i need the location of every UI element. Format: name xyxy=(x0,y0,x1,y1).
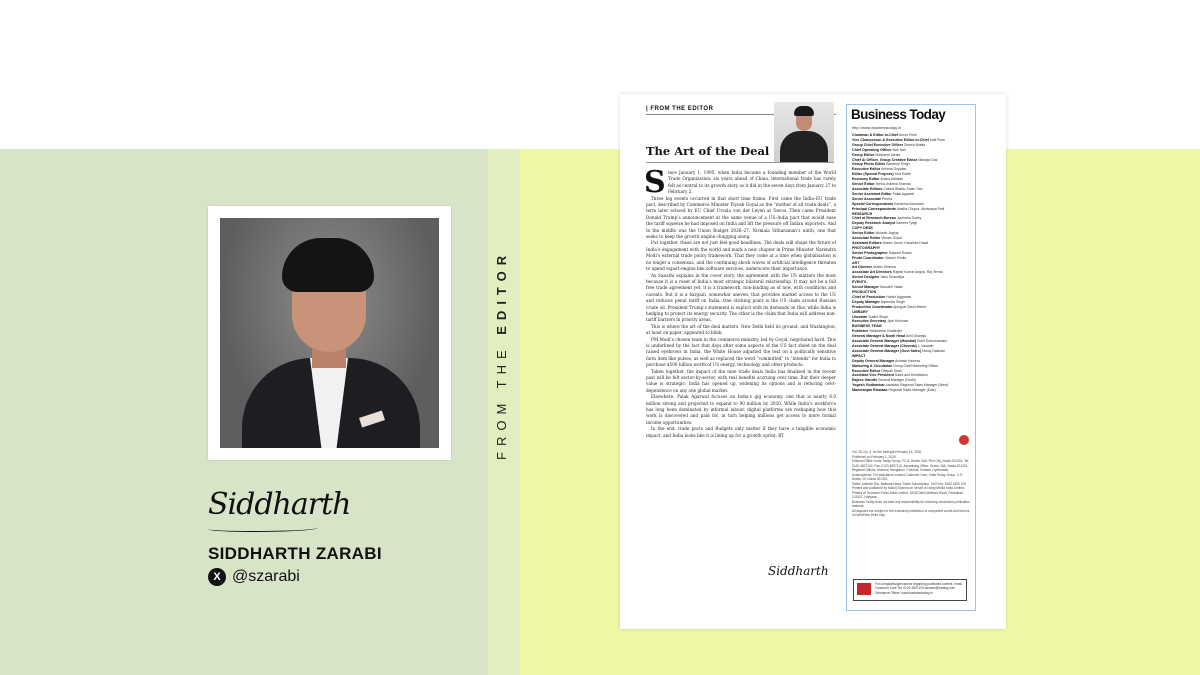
author-handle: @szarabi xyxy=(232,568,300,585)
imprint-line: Regional Offices: Mumbai, Bengaluru, Chennai, Kolkata, Hyderabad. xyxy=(852,468,950,472)
masthead-role-label: PHOTOGRAPHY xyxy=(852,245,881,250)
masthead-role-value: Teena Jhamba Sharma xyxy=(875,182,911,187)
author-name: SIDDHARTH ZARABI xyxy=(208,544,382,563)
masthead-role-label: Group Chief Executive Officer xyxy=(852,142,904,147)
masthead-role-value: Tina Edwin xyxy=(894,172,912,177)
imprint-line: Editorial Office: India Today Group, FC-8, Sector 16A, Film City, Noida 201301. Tel: 0120-4807100, Fax: 0120-4807110, Advertising Office: Sector 16A, Noida 201301. xyxy=(852,459,970,468)
masthead-role-label: Senior Associate xyxy=(852,196,882,201)
masthead-role-label: Associate General Manager (Mumbai) xyxy=(852,339,917,344)
editor-photo-frame xyxy=(208,206,451,460)
masthead-role-value: Regional Sales Manager (East) xyxy=(888,388,936,393)
imprint-line: Printed and published by Manoj Sharma on behalf of Living Media India Limited. Printed at Thomson Press India Limited, 18/35 Delhi Mathura Road, Faridabad 121007, Haryana. xyxy=(852,486,965,499)
masthead-role-label: EVENTS xyxy=(852,280,867,285)
masthead-role-value: Karishma Asoodani xyxy=(894,201,924,206)
paragraph: In the end, trade pacts and Budgets only matter if they have a tangible economic impact, and India looks like it is lining up for a growth sprint. BT xyxy=(646,426,836,438)
masthead-role-value: Harish Aggarwal xyxy=(886,294,911,299)
grievance-text: For complaints/grievances regarding published content, email: Customer Care Tel: 0120-4807100 wecare@intoday.com Grievance Officer: www.businesstoday.in xyxy=(875,582,963,595)
masthead-role-value: Kalli Purie xyxy=(929,137,946,142)
masthead-role-label: IMPACT xyxy=(852,353,866,358)
masthead-role-value: Rohit Subramaniam xyxy=(917,339,948,344)
paragraph: Elsewhere, Palak Agarwal focuses on India’s gig economy, one that is nearly 6.0 million strong and projected to expand to 90 million by 2030. While India’s workforce has long been dominated by informal labour, digital platforms are reshaping how this work is discovered and paid for, in turn helping millions get access to more formal income opportunities. xyxy=(646,394,836,425)
drop-cap: S xyxy=(644,165,666,200)
masthead-role-label: Executive Editor xyxy=(852,167,881,172)
author-signature: Siddharth xyxy=(208,487,351,522)
paragraph: Taken together, the impact of the nine trade deals India has finalised in the recent past will be felt sector-by-sector, with real benefits accruing over time. But their deeper value is strategic: India has opened up, widening its options and is reducing over-dependence on any one global market. xyxy=(646,368,836,393)
imprint-line: Sales: Ambrish Rai, National Head, Sales Subscription, Toll Free: 1800 1800 100. xyxy=(852,481,967,486)
masthead-role-label: ART xyxy=(852,260,860,265)
magazine-page xyxy=(620,94,1006,629)
masthead-role-value: Deepak Shah xyxy=(881,368,902,373)
masthead-role-value: Prerna xyxy=(881,196,893,201)
masthead-role-label: Chief of Production xyxy=(852,294,886,299)
masthead-role-label: Special Correspondents xyxy=(852,201,894,206)
masthead-role-label: Chief AI Officer, Group Creative Editor xyxy=(852,157,918,162)
masthead-role-value: Assistant Regional Sales Manager (West) xyxy=(885,383,949,388)
masthead-role-label: RESEARCH xyxy=(852,211,873,216)
masthead-role-value: Jyoti Krishnan xyxy=(887,319,909,324)
masthead-role-value: Avinash Karkera xyxy=(895,358,920,363)
masthead-role-value: Sudhir Singh xyxy=(868,314,888,319)
red-badge-icon xyxy=(959,435,969,445)
masthead-role-label: Librarian xyxy=(852,314,868,319)
masthead-role-label: Art Director xyxy=(852,265,872,270)
vertical-label-bold: EDITOR xyxy=(494,249,509,335)
masthead-role-label: Chairman & Editor-in-Chief xyxy=(852,133,899,137)
masthead-role-label: Chief Operating Officer xyxy=(852,147,892,152)
thumb-body xyxy=(780,131,828,162)
page-headline: The Art of the Deal xyxy=(646,144,770,158)
masthead-role-value: Vikram Goyal xyxy=(881,236,902,241)
imprint-line: Published on February 1, 2026 xyxy=(852,454,896,459)
paragraph: Put together, these are not just feel-good headlines. The deals will shape the future of India’s engagement with the world and mark a new chapter in Prime Minister Narendra Modi’s external trade policy framework. That they come at a time when globalisation is no longer a consensus, and the continuing shock waves of artificial intelligence threaten to upend export-engine like software services, underscore their importance. xyxy=(646,240,836,272)
masthead-role-value: Vidushi Kholia xyxy=(884,255,907,260)
masthead-role-value: Aastha Chopra, Aishwarya Patil xyxy=(896,206,945,211)
paragraph: This is where the art of the deal matters. New Delhi held its ground, and Washington, at least on paper, appeared to blink. xyxy=(646,323,836,336)
masthead-role-label: Marketing & Circulation xyxy=(852,363,893,368)
masthead-role-value: Bandeep Singh xyxy=(886,162,910,167)
masthead-role-value: Narendra Singh xyxy=(880,299,905,304)
masthead-role-label: Principal Correspondents xyxy=(852,206,896,211)
editor-photo xyxy=(220,218,439,448)
masthead-role-value: Mukesh Jagota xyxy=(875,231,899,236)
masthead-role-value: Apinjyoti David Meher xyxy=(893,304,927,309)
masthead-role-label: LIBRARY xyxy=(852,309,868,314)
masthead-role-label: Associate Art Directors xyxy=(852,270,892,275)
masthead-role-label: Senior Assistant Editor xyxy=(852,191,892,196)
masthead-role-value: Nilanjan Das xyxy=(918,157,938,162)
masthead-role-value: Manoj Dastidar xyxy=(922,348,945,353)
masthead-role-label: Associate Editor xyxy=(852,236,881,241)
masthead-role-value: Krishna Gopalan xyxy=(881,167,907,172)
masthead-role-label: General Manager & North Head xyxy=(852,334,906,339)
masthead-role-label: Senior Designer xyxy=(852,275,880,280)
masthead-role-value: Sales and Distribution xyxy=(894,373,928,378)
paragraph: ince January 1, 1995, when India became a founding member of the World Trade Organization, six years ahead of China, international trade has rarely felt as central to its growth story as it did in the seven days from January 27 to February 2. xyxy=(668,170,836,195)
masthead-role-label: Assistant Editors xyxy=(852,240,882,245)
masthead-role-label: Rajeev Gandhi xyxy=(852,378,877,383)
masthead-url: http://www.businesstoday.in xyxy=(852,125,902,130)
masthead-role-value: Dinesh Bhatia xyxy=(904,142,926,147)
masthead-role-value: General Manager (North) xyxy=(877,378,916,383)
masthead-roles xyxy=(852,133,970,443)
page-kicker: | FROM THE EDITOR xyxy=(646,106,714,112)
masthead-role-label: Photo Coordinator xyxy=(852,255,884,260)
masthead-role-label: Associate Editors xyxy=(852,186,883,191)
masthead-role-value: Sameer Tyagi xyxy=(896,221,918,226)
masthead-role-value: J. Vasanth xyxy=(917,343,934,348)
masthead-role-label: Vice Chairperson & Executive Editor-in-Chief xyxy=(852,137,929,142)
thumb-hair xyxy=(794,106,814,116)
masthead-role-label: Deputy Manager xyxy=(852,299,880,304)
masthead-role-value: Siddharth Zarabi xyxy=(875,152,901,157)
headline-rule xyxy=(646,162,834,163)
masthead-role-value: Ashish Sharma xyxy=(872,265,896,270)
paragraph: As Sanathi explains in the cover story, the agreement with the US matters the most because it is a reset of India’s most strategic bilateral relationship. It may not be a full free trade agreement yet; it is a framework, non-binding as of now, with conditions and caveats. But it is a bargain, somewhat uneven, that provides market access to the US and reduces penal tariff on India. One sticking point is the US claim around Russian crude oil. President Trump’s statement is explicit with its demands on this, while India is hedging to protect its energy security. The other is the claim that India will address non-tariff barriers in priority areas. xyxy=(646,272,836,323)
page-editor-thumbnail xyxy=(774,102,834,162)
paragraph: PM Modi’s chosen team in the commerce ministry, led by Goyal, negotiated hard. This is underlined by the fact that days after some aspects of the US fact sheet on the deal raised eyebrows in India, the White House adjusted the text on a politically sensitive farm item like pulses, as well as replaced the word “committed” to “intends” for India to purchase $500 billion worth of US energy, technology and other products. xyxy=(646,336,836,368)
masthead-role-value: Alok Nair xyxy=(892,147,907,152)
editorial-body xyxy=(644,165,836,570)
masthead-role-value: Siddhartha Chatterjee xyxy=(869,329,903,334)
masthead-role-value: Vanu Shandilya xyxy=(880,275,905,280)
masthead-role-value: Amit Dhamija xyxy=(905,334,927,339)
logo-icon xyxy=(857,583,871,595)
x-logo-icon: X xyxy=(208,568,226,586)
masthead-title: Business Today xyxy=(851,107,946,122)
imprint-line: All disputes are subject to the exclusive jurisdiction of competent courts and forums in Delhi/New Delhi only. xyxy=(852,508,970,517)
masthead-role-value: Bhavin Doshi, Kaushika Dhadi xyxy=(882,240,929,245)
masthead-role-label: Production Coordinator xyxy=(852,304,893,309)
masthead-role-value: Chetna Bhatia, Kwan Tian xyxy=(883,186,923,191)
from-the-editor-label xyxy=(494,250,509,460)
masthead-role-label: Deputy Research Analyst xyxy=(852,221,896,226)
masthead-role-value: Saurabh Yadav xyxy=(879,285,903,290)
masthead-role-value: Group Chief Marketing Officer xyxy=(893,363,939,368)
page-signature: Siddharth xyxy=(768,564,829,578)
masthead-role-label: Senior Photographer xyxy=(852,250,888,255)
masthead-role-label: Associate General Manager (Govt Sales) xyxy=(852,348,922,353)
masthead-role-value: Aroon Purie xyxy=(898,133,917,137)
masthead-role-label: Assistant Vice President xyxy=(852,373,894,378)
masthead-imprint xyxy=(852,450,970,590)
masthead-role-value: Rajwant Rawat xyxy=(888,250,912,255)
paragraph: Three big events occurred in that short time frame. First came the India–EU trade pact, described by Commerce Minister Piyush Goyal as the “mother of all trade deals”, a term later echoed by EU Chief Ursula von der Leyen at Davos. Then came President Donald Trump’s announcement at the same venue of a US–India pact that would ease the tariff squeeze he had imposed on India and lift the pressure off Indian exporters. And in the middle was the Union Budget 2026–27, Nirmala Sitharaman’s ninth, one that seeks to keep the growth engine chugging along. xyxy=(646,195,836,240)
masthead-role-label: Publisher xyxy=(852,329,869,334)
masthead-role-label: Economy Editor xyxy=(852,177,880,182)
masthead-role-label: COPY DESK xyxy=(852,226,874,231)
masthead-role-label: Group Editor xyxy=(852,152,875,157)
masthead-role-value: Palak Agarwal xyxy=(892,191,915,196)
masthead-role-value: Anand Adhikari xyxy=(880,177,904,182)
masthead-role-label: Senior Editor xyxy=(852,231,875,236)
masthead-panel xyxy=(846,104,976,611)
masthead-role-label: Senior Manager xyxy=(852,285,879,290)
masthead-role-label: Yogesh Godhankar xyxy=(852,383,885,388)
vertical-label-light: FROM THE xyxy=(494,334,509,460)
masthead-role-label: Manoranjan Biswaas xyxy=(852,388,888,393)
photo-hair xyxy=(282,238,374,292)
imprint-line: Vol. 35, No. 3, for the fortnight February 15, 2026 xyxy=(852,450,922,454)
masthead-role-label: Deputy General Manager xyxy=(852,358,895,363)
masthead-role-value: Jyotindra Dubey xyxy=(896,216,922,221)
masthead-role-label: Editor (Special Projects) xyxy=(852,172,894,177)
masthead-role-value: Rajesh Kumar Angira, Raj Verma xyxy=(892,270,943,275)
masthead-role-label: Group Photo Editor xyxy=(852,162,886,167)
masthead-role-label: Chief of Research Bureau xyxy=(852,216,896,221)
masthead-role-label: PRODUCTION xyxy=(852,290,877,294)
masthead-role-label: BUSINESS TEAM xyxy=(852,324,882,329)
masthead-role-label: Executive Secretary xyxy=(852,319,887,324)
author-handle-link[interactable] xyxy=(208,568,300,586)
masthead-role-label: Executive Editor xyxy=(852,368,881,373)
imprint-line: Business Today does not take any responsibility for returning unsolicited publication material. xyxy=(852,499,970,508)
grievance-box xyxy=(853,579,967,601)
masthead-role-label: Associate General Manager (Chennai) xyxy=(852,343,917,348)
imprint-line: Subscriptions: For assistance contact Customer Care, India Today Group, C-9, Sector 10, Noida 201301. xyxy=(852,472,963,481)
masthead-role-label: Senior Editor xyxy=(852,182,875,187)
masthead-role-line xyxy=(852,388,970,393)
